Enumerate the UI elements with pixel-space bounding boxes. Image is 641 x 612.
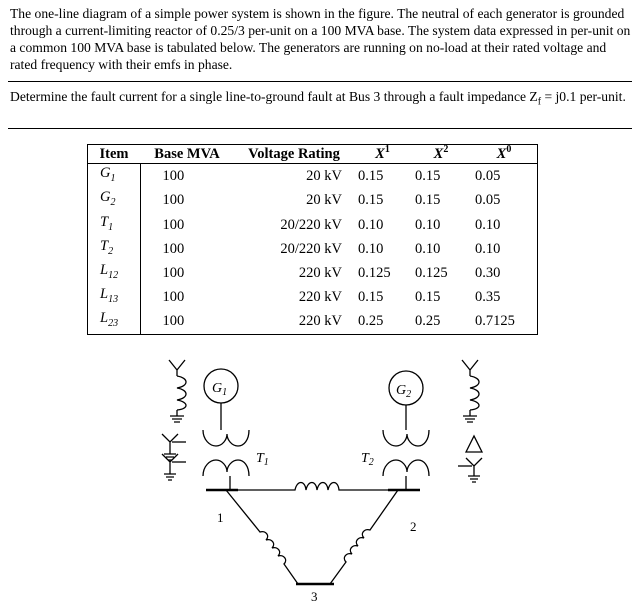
problem-paragraph-1: The one-line diagram of a simple power system is shown in the figure. The neutral of each generator is grounded through a current-limiting reactor of 0.25/3 per-unit on a 100 MVA base. The system data expressed in per-unit on a common 100 MVA base is tabulated below. The generators are running on no-load at their rated voltage and rated frequency with their emfs in phase. [10, 6, 631, 72]
row-base-mva: 100 [162, 192, 185, 209]
row-x2: 0.15 [415, 289, 441, 306]
g1-label: $G_1$ [212, 381, 228, 398]
row-base-mva: 100 [162, 216, 185, 233]
question-text: Determine the fault current for a single line-to-ground fault at Bus 3 through a fault impedance Z [10, 89, 538, 104]
t2-label: $T_2$ [361, 451, 374, 468]
row-x0: 0.35 [475, 289, 501, 306]
bus-3-label: 3 [311, 589, 318, 604]
row-x0: 0.30 [475, 264, 501, 281]
row-item-subscript: 13 [108, 294, 119, 306]
row-base-mva: 100 [162, 313, 185, 330]
row-x0: 0.05 [475, 192, 501, 209]
question-subscript: f [537, 96, 542, 108]
bus-2-label: 2 [410, 519, 417, 534]
row-x1: 0.10 [358, 216, 384, 233]
header-item: Item [88, 145, 141, 164]
question-text-end: = j0.1 per-unit. [541, 89, 626, 104]
g1-grounding-reactor-icon [169, 360, 186, 422]
row-x2: 0.25 [415, 313, 441, 330]
row-base-mva: 100 [162, 240, 185, 257]
row-voltage: 220 kV [298, 313, 342, 330]
t2-primary-winding-icon [383, 430, 429, 446]
row-item-symbol: T [100, 213, 109, 230]
row-item-subscript: 1 [108, 221, 114, 233]
row-base-mva: 100 [162, 168, 185, 185]
row-x1: 0.10 [358, 240, 384, 257]
t1-wye-grounded-icon-upper [162, 434, 186, 460]
row-x1: 0.125 [358, 264, 391, 281]
row-x2: 0.125 [415, 264, 448, 281]
t2-delta-icon [466, 436, 482, 452]
t2-wye-grounded-icon [458, 458, 482, 482]
row-x2: 0.10 [415, 216, 441, 233]
row-x0: 0.05 [475, 168, 501, 185]
row-x2: 0.15 [415, 192, 441, 209]
row-item-symbol: G [100, 189, 111, 206]
t2-secondary-winding-icon [383, 460, 429, 476]
row-item-symbol: T [100, 237, 109, 254]
header-x1-symbol: X [375, 146, 385, 162]
line-l23-icon [315, 490, 398, 584]
header-x0-sup: 0 [506, 144, 512, 156]
t1-wye-grounded-icon-lower [162, 454, 186, 480]
g2-grounding-reactor-icon [462, 360, 479, 422]
row-x2: 0.10 [415, 240, 441, 257]
t1-label: $T_1$ [256, 451, 269, 468]
t1-primary-winding-icon [203, 430, 249, 446]
row-x1: 0.15 [358, 289, 384, 306]
row-x0: 0.7125 [475, 313, 515, 330]
header-x2-symbol: X [433, 146, 444, 162]
header-x1-sup: 1 [384, 144, 390, 156]
row-x0: 0.10 [475, 240, 501, 257]
row-x1: 0.25 [358, 313, 384, 330]
row-voltage: 220 kV [298, 264, 342, 281]
row-item-subscript: 23 [108, 318, 119, 330]
row-x0: 0.10 [475, 216, 501, 233]
row-x1: 0.15 [358, 192, 384, 209]
row-voltage: 220 kV [298, 289, 342, 306]
bus-1-label: 1 [217, 510, 224, 525]
header-x2-sup: 2 [443, 144, 449, 156]
header-x0-symbol: X [496, 146, 507, 162]
row-x1: 0.15 [358, 168, 384, 185]
row-item-symbol: L [100, 310, 109, 327]
row-item-subscript: 1 [110, 173, 116, 185]
row-voltage: 20/220 kV [280, 240, 342, 257]
row-voltage: 20 kV [306, 192, 342, 209]
row-voltage: 20 kV [306, 168, 342, 185]
row-base-mva: 100 [162, 264, 185, 281]
row-item-symbol: L [100, 262, 109, 279]
row-item-symbol: G [100, 165, 111, 182]
line-l12-icon [230, 483, 406, 491]
row-item-symbol: L [100, 286, 109, 303]
header-base-mva: Base MVA [140, 145, 234, 164]
row-base-mva: 100 [162, 289, 185, 306]
row-item-subscript: 12 [108, 269, 119, 281]
row-x2: 0.15 [415, 168, 441, 185]
t1-secondary-winding-icon [203, 460, 249, 476]
row-item-subscript: 2 [110, 197, 116, 209]
header-voltage-rating: Voltage Rating [234, 145, 354, 164]
line-l13-icon [226, 490, 315, 584]
row-item-subscript: 2 [108, 245, 114, 257]
g2-label: $G_2$ [396, 383, 412, 400]
row-voltage: 20/220 kV [280, 216, 342, 233]
